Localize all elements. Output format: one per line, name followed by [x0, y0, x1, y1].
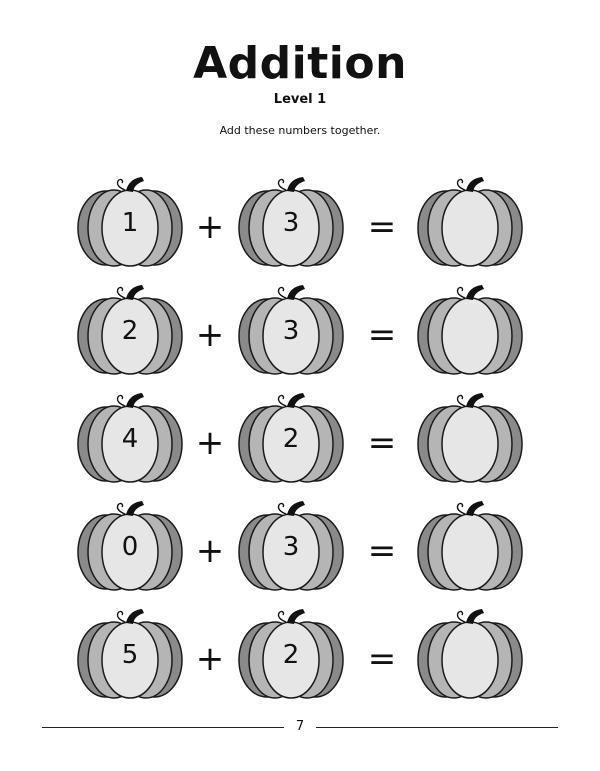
pumpkin-addend-a — [76, 278, 184, 378]
addend-b: 3 — [282, 532, 300, 562]
footer-rule-left — [42, 727, 284, 728]
pumpkin-answer[interactable] — [416, 386, 524, 486]
pumpkin-addend-a — [76, 602, 184, 702]
problem-row — [0, 278, 600, 378]
problem-row — [0, 602, 600, 702]
problem-row — [0, 494, 600, 594]
pumpkin-answer[interactable] — [416, 170, 524, 270]
pumpkin-addend-a — [76, 170, 184, 270]
addend-a: 4 — [121, 424, 139, 454]
level-label: Level 1 — [273, 92, 327, 107]
plus-sign: + — [195, 423, 225, 463]
addend-b: 3 — [282, 316, 300, 346]
pumpkin-icon — [416, 494, 524, 594]
pumpkin-answer[interactable] — [416, 494, 524, 594]
addend-a: 0 — [121, 532, 139, 562]
addend-b: 2 — [282, 424, 300, 454]
footer-rule-right — [316, 727, 558, 728]
equals-sign: = — [367, 315, 397, 355]
plus-sign: + — [195, 639, 225, 679]
pumpkin-answer[interactable] — [416, 602, 524, 702]
equals-sign: = — [367, 207, 397, 247]
addend-a: 2 — [121, 316, 139, 346]
pumpkin-addend-a — [76, 494, 184, 594]
problem-row — [0, 170, 600, 270]
instructions-text: Add these numbers together. — [219, 124, 381, 137]
pumpkin-answer[interactable] — [416, 278, 524, 378]
pumpkin-addend-b — [237, 170, 345, 270]
pumpkin-addend-b — [237, 278, 345, 378]
problem-row — [0, 386, 600, 486]
equals-sign: = — [367, 423, 397, 463]
equals-sign: = — [367, 531, 397, 571]
plus-sign: + — [195, 207, 225, 247]
plus-sign: + — [195, 315, 225, 355]
equals-sign: = — [367, 639, 397, 679]
pumpkin-addend-b — [237, 386, 345, 486]
addend-b: 2 — [282, 640, 300, 670]
addend-a: 1 — [121, 208, 139, 238]
pumpkin-addend-b — [237, 602, 345, 702]
pumpkin-icon — [416, 602, 524, 702]
pumpkin-icon — [416, 386, 524, 486]
addend-b: 3 — [282, 208, 300, 238]
page-number: 7 — [295, 719, 305, 734]
addend-a: 5 — [121, 640, 139, 670]
pumpkin-addend-b — [237, 494, 345, 594]
pumpkin-icon — [416, 170, 524, 270]
worksheet-title: Addition — [193, 38, 407, 89]
plus-sign: + — [195, 531, 225, 571]
pumpkin-addend-a — [76, 386, 184, 486]
pumpkin-icon — [416, 278, 524, 378]
